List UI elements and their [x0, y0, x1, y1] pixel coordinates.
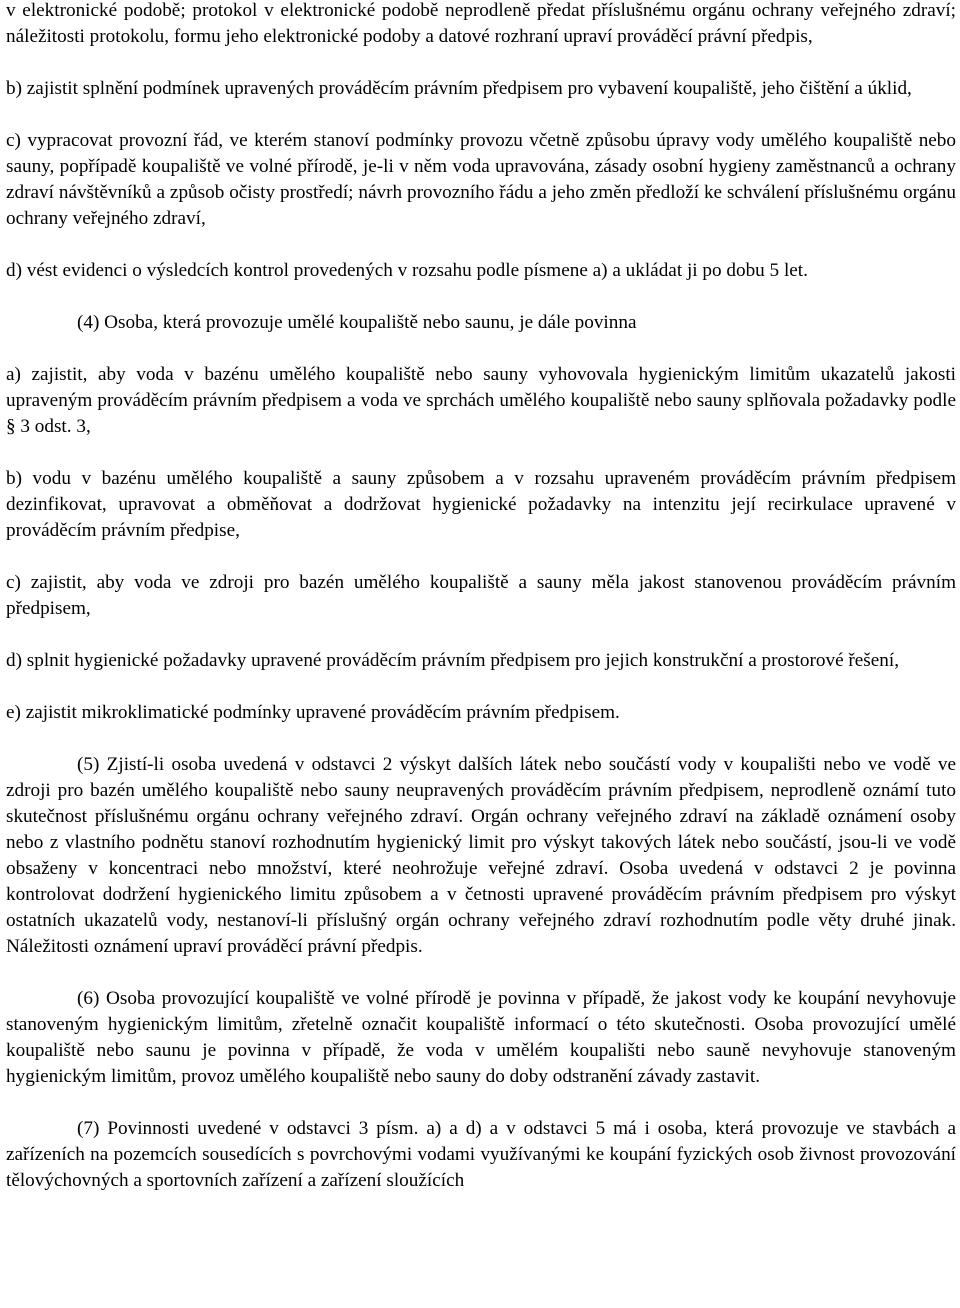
paragraph-section-4-item-a: a) zajistit, aby voda v bazénu umělého koupaliště nebo sauny vyhovovala hygienickým limitům ukazatelů jakosti upraveným prováděcím právním předpisem a voda ve sprchách umělého koupaliště nebo sauny splňovala požadavky podle § 3 odst. 3,	[6, 364, 956, 437]
paragraph-item-d: d) vést evidenci o výsledcích kontrol provedených v rozsahu podle písmene a) a ukládat ji po dobu 5 let.	[6, 260, 808, 281]
paragraph-item-b: b) zajistit splnění podmínek upravených prováděcím právním předpisem pro vybavení koupaliště, jeho čištění a úklid,	[6, 78, 912, 99]
paragraph-section-4-item-d: d) splnit hygienické požadavky upravené prováděcím právním předpisem pro jejich konstrukční a prostorové řešení,	[6, 650, 900, 671]
paragraph-continuation: v elektronické podobě; protokol v elektronické podobě neprodleně předat příslušnému orgánu ochrany veřejného zdraví; náležitosti protokolu, formu jeho elektronické podoby a datové rozhraní upraví prováděcí právní předpis,	[6, 0, 956, 47]
paragraph-section-4-item-e: e) zajistit mikroklimatické podmínky upravené prováděcím právním předpisem.	[6, 702, 620, 723]
paragraph-section-5: (5) Zjistí-li osoba uvedená v odstavci 2 výskyt dalších látek nebo součástí vody v koupališti nebo ve vodě ve zdroji pro bazén umělého koupaliště nebo sauny neupravených prováděcím právním předpisem, neprodleně oznámí tuto skutečnost příslušnému orgánu ochrany veřejného zdraví. Orgán ochrany veřejného zdraví na základě oznámení osoby nebo z vlastního podnětu stanoví rozhodnutím hygienický limit pro výskyt takových látek nebo součástí, jsou-li ve vodě obsaženy v koncentraci nebo množství, které neohrožuje veřejné zdraví. Osoba uvedená v odstavci 2 je povinna kontrolovat dodržení hygienického limitu způsobem a v četnosti upravené prováděcím právním předpisem pro výskyt ostatních ukazatelů vody, nestanoví-li příslušný orgán ochrany veřejného zdraví rozhodnutím podle věty druhé jinak. Náležitosti oznámení upraví prováděcí právní předpis.	[6, 754, 956, 957]
paragraph-section-4: (4) Osoba, která provozuje umělé koupaliště nebo saunu, je dále povinna	[77, 312, 637, 333]
paragraph-section-7: (7) Povinnosti uvedené v odstavci 3 písm. a) a d) a v odstavci 5 má i osoba, která provozuje ve stavbách a zařízeních na pozemcích sousedících s povrchovými vodami využívanými ke koupání fyzických osob živnost provozování tělovýchovných a sportovních zařízení a zařízení sloužících	[6, 1118, 956, 1191]
paragraph-section-4-item-b: b) vodu v bazénu umělého koupaliště a sauny způsobem a v rozsahu upraveném prováděcím právním předpisem dezinfikovat, upravovat a obměňovat a dodržovat hygienické požadavky na intenzitu její recirkulace upravené v prováděcím právním předpise,	[6, 468, 956, 541]
paragraph-section-4-item-c: c) zajistit, aby voda ve zdroji pro bazén umělého koupaliště a sauny měla jakost stanovenou prováděcím právním předpisem,	[6, 572, 956, 619]
paragraph-item-c: c) vypracovat provozní řád, ve kterém stanoví podmínky provozu včetně způsobu úpravy vody umělého koupaliště nebo sauny, popřípadě koupaliště ve volné přírodě, je-li v něm voda upravována, zásady osobní hygieny zaměstnanců a ochrany zdraví návštěvníků a způsob očisty prostředí; návrh provozního řádu a jeho změn předloží ke schválení příslušnému orgánu ochrany veřejného zdraví,	[6, 130, 956, 229]
document-page	[6, 0, 956, 1194]
paragraph-section-6: (6) Osoba provozující koupaliště ve volné přírodě je povinna v případě, že jakost vody ke koupání nevyhovuje stanoveným hygienickým limitům, zřetelně označit koupaliště informací o této skutečnosti. Osoba provozující umělé koupaliště nebo saunu je povinna v případě, že voda v umělém koupališti nebo sauně nevyhovuje stanoveným hygienickým limitům, provoz umělého koupaliště nebo sauny do doby odstranění závady zastavit.	[6, 988, 956, 1087]
